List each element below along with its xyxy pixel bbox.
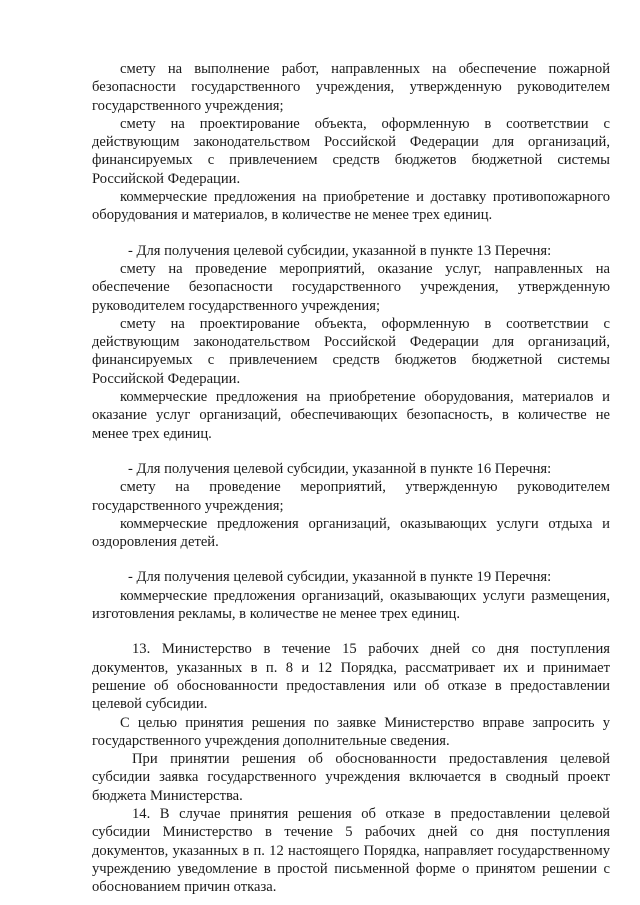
list-item: смету на проектирование объекта, оформленную в соответствии с действующим законодательством Российской Федерации для организаций, финансируемых с привлечением средств бюджетов бюджетной системы Российской Федерации. — [92, 115, 610, 187]
subsidy-heading-13: - Для получения целевой субсидии, указанной в пункте 13 Перечня: — [128, 242, 552, 259]
list-item: смету на проведение мероприятий, утвержденную руководителем государственного учреждения; — [92, 479, 610, 514]
document-body — [92, 60, 610, 896]
paragraph: С целью принятия решения по заявке Министерство вправе запросить у государственного учреждения дополнительные сведения. — [92, 714, 610, 749]
subsidy-heading-16: - Для получения целевой субсидии, указанной в пункте 16 Перечня: — [128, 460, 552, 477]
list-item: коммерческие предложения организаций, оказывающих услуги размещения, изготовления рекламы, в количестве не менее трех единиц. — [92, 587, 610, 623]
list-item: смету на проведение мероприятий, оказание услуг, направленных на обеспечение безопасности государственного учреждения, утвержденную руководителем государственного учреждения; — [92, 260, 610, 314]
list-item: смету на выполнение работ, направленных на обеспечение пожарной безопасности государственного учреждения, утвержденную руководителем государственного учреждения; — [92, 61, 610, 114]
paragraph-13: 13. Министерство в течение 15 рабочих дней со дня поступления документов, указанных в п. 8 и 12 Порядка, рассматривает их и принимает решение об обоснованности предоставления или об отказе в предоставлении целевой субсидии. — [92, 641, 610, 713]
list-item: смету на проектирование объекта, оформленную в соответствии с действующим законодательством Российской Федерации для организаций, финансируемых с привлечением средств бюджетов бюджетной системы Российской Федерации. — [92, 315, 610, 387]
subsidy-heading-19: - Для получения целевой субсидии, указанной в пункте 19 Перечня: — [128, 569, 552, 586]
list-item: коммерческие предложения на приобретение и доставку противопожарного оборудования и материалов, в количестве не менее трех единиц. — [92, 189, 610, 224]
list-item: коммерческие предложения организаций, оказывающих услуги отдыха и оздоровления детей. — [92, 515, 610, 551]
paragraph: При принятии решения об обоснованности предоставления целевой субсидии заявка государственного учреждения включается в сводный проект бюджета Министерства. — [92, 751, 610, 804]
list-item: коммерческие предложения на приобретение оборудования, материалов и оказание услуг организаций, обеспечивающих безопасность, в количестве не менее трех единиц. — [92, 389, 610, 442]
paragraph-14: 14. В случае принятия решения об отказе в предоставлении целевой субсидии Министерство в течение 5 рабочих дней со дня поступления документов, указанных в п. 12 настоящего Порядка, направляет государственному учреждению уведомление в простой письменной форме о принятом решении с обоснованием причин отказа. — [92, 805, 610, 896]
